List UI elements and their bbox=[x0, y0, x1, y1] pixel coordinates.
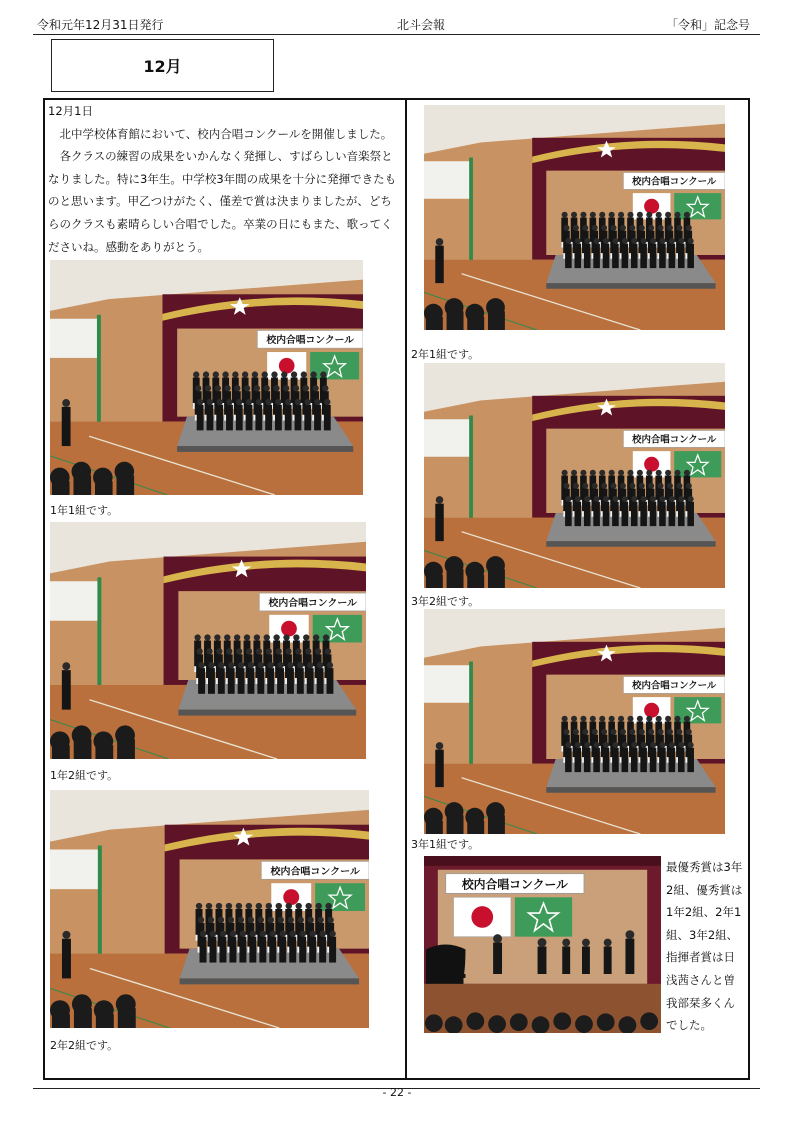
caption-class-1-2: 1年2組です。 bbox=[50, 769, 119, 782]
banner-text: 校内合唱コンクール bbox=[266, 335, 354, 347]
column-divider bbox=[405, 98, 407, 1080]
issue-subtitle: 「令和」記念号 bbox=[666, 18, 751, 32]
caption-class-3-1: 3年1組です。 bbox=[411, 838, 480, 851]
photo-class-1-1 bbox=[50, 260, 363, 495]
banner-text: 校内合唱コンクール bbox=[270, 866, 360, 878]
photo-class-3-2 bbox=[424, 363, 725, 588]
photo-class-2-2 bbox=[50, 790, 369, 1028]
photo-award-ceremony bbox=[424, 856, 661, 1033]
photo-class-2-1 bbox=[424, 105, 725, 330]
caption-class-2-2: 2年2組です。 bbox=[50, 1039, 119, 1052]
article-date: 12月1日 bbox=[48, 104, 93, 118]
banner-text: 校内合唱コンクール bbox=[632, 680, 717, 692]
caption-class-3-2: 3年2組です。 bbox=[411, 595, 480, 608]
banner-text: 校内合唱コンクール bbox=[268, 597, 357, 609]
header-rule bbox=[33, 34, 760, 35]
banner-text: 校内合唱コンクール bbox=[632, 434, 717, 446]
photo-class-1-2 bbox=[50, 522, 366, 759]
newsletter-title: 北斗会報 bbox=[397, 18, 446, 32]
month-title: 12月 bbox=[51, 39, 274, 92]
page-number: - 22 - bbox=[382, 1086, 412, 1099]
award-banner-text: 校内合唱コンクール bbox=[461, 877, 568, 892]
article-text bbox=[48, 100, 400, 258]
caption-class-1-1: 1年1組です。 bbox=[50, 504, 119, 517]
issue-date: 令和元年12月31日発行 bbox=[37, 18, 164, 32]
article-paragraph-2: 各クラスの練習の成果をいかんなく発揮し、すばらしい音楽祭となりました。特に3年生。中学校3年間の成果を十分に発揮できたものと思います。甲乙つけがたく、僅差で賞は決まりましたが、どちらのクラスも素晴らしい合唱でした。卒業の日にもまた、歌ってくださいね。感動をありがとう。 bbox=[48, 149, 397, 254]
awards-text: 最優秀賞は3年2組、優秀賞は1年2組、2年1組、3年2組、指揮者賞は日浅茜さんと曽我部栞多くんでした。 bbox=[666, 860, 743, 1033]
banner-text: 校内合唱コンクール bbox=[632, 176, 717, 188]
article-paragraph-1: 北中学校体育館において、校内合唱コンクールを開催しました。 bbox=[59, 126, 393, 141]
photo-class-3-1 bbox=[424, 609, 725, 834]
caption-class-2-1: 2年1組です。 bbox=[411, 348, 480, 361]
